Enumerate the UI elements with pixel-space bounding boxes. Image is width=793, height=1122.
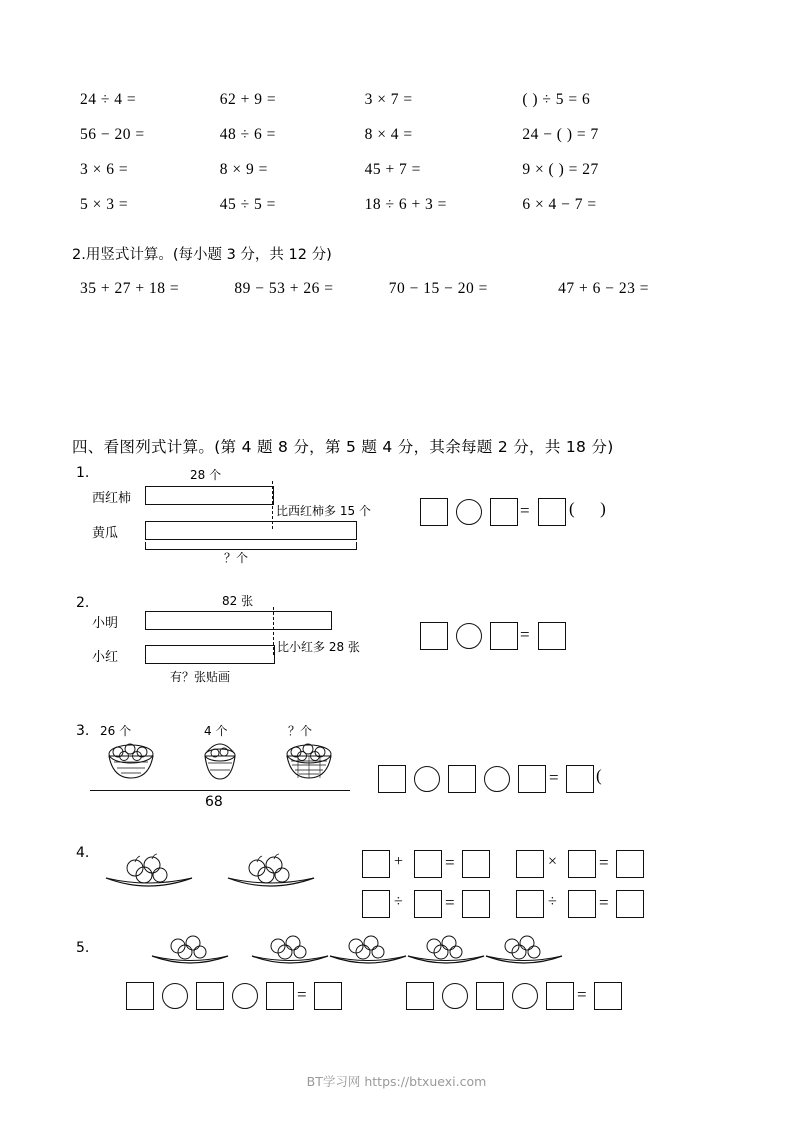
answer-box[interactable] [516, 890, 544, 918]
operator-circle[interactable] [442, 983, 468, 1009]
answer-box[interactable] [196, 982, 224, 1010]
answer-box[interactable] [448, 765, 476, 793]
answer-box[interactable] [566, 765, 594, 793]
fruit-plate-icon [148, 932, 236, 968]
operator-circle[interactable] [512, 983, 538, 1009]
q1-label-bottom: 黄瓜 [92, 526, 119, 541]
answer-box[interactable] [414, 890, 442, 918]
answer-box[interactable] [126, 982, 154, 1010]
section2-title: 2.用竖式计算。(每小题 3 分，共 12 分) [72, 247, 332, 263]
answer-box[interactable] [362, 890, 390, 918]
q3-basket2-label: 4 个 [204, 724, 228, 738]
q2-divider [273, 607, 274, 655]
calc-cell: 3 × 6 = [80, 160, 129, 178]
q3-basket3-label: ？个 [288, 724, 313, 738]
operator-circle[interactable] [162, 983, 188, 1009]
q3-basket1-label: 26 个 [100, 724, 132, 738]
calc-cell: 8 × 4 = [364, 125, 413, 143]
q1-brace [145, 542, 357, 550]
q1-number: 1. [76, 465, 90, 481]
calc-cell: 6 × 4 − 7 = [522, 195, 597, 213]
q2-compare-label: 比小红多 28 张 [277, 640, 360, 654]
q1-question-label: ？个 [224, 551, 249, 565]
fruit-plate-icon [404, 932, 492, 968]
table-row [72, 152, 722, 187]
q1-count-top: 28 个 [190, 468, 222, 482]
q2-count-top: 82 张 [222, 594, 254, 608]
equals-sign: = [549, 768, 559, 787]
fruit-plate-icon [248, 932, 336, 968]
answer-box[interactable] [420, 622, 448, 650]
q1-bar-bottom [145, 521, 357, 540]
answer-box[interactable] [568, 890, 596, 918]
arithmetic-grid [72, 82, 722, 222]
calc-cell: 9 × ( ) = 27 [522, 160, 599, 178]
calc-cell: 24 ÷ 4 = [80, 90, 137, 108]
basket-icon [278, 740, 340, 782]
answer-box[interactable] [406, 982, 434, 1010]
q2-label-top: 小明 [92, 616, 119, 631]
fruit-plate-icon [326, 932, 414, 968]
vertical-problem: 89 − 53 + 26 = [234, 280, 334, 297]
operator-circle[interactable] [232, 983, 258, 1009]
q1-bar-top [145, 486, 274, 505]
answer-box[interactable] [490, 498, 518, 526]
operator-circle[interactable] [414, 766, 440, 792]
q1-label-top: 西红柿 [92, 491, 132, 506]
answer-box[interactable] [476, 982, 504, 1010]
answer-box[interactable] [266, 982, 294, 1010]
vertical-problem: 47 + 6 − 23 = [558, 280, 649, 297]
plus-sign: + [394, 853, 404, 870]
answer-box[interactable] [462, 890, 490, 918]
answer-box[interactable] [538, 498, 566, 526]
divide-sign: ÷ [548, 893, 557, 910]
calc-cell: 3 × 7 = [364, 90, 413, 108]
equals-sign: = [599, 893, 609, 912]
calc-cell: 45 + 7 = [364, 160, 421, 178]
operator-circle[interactable] [456, 623, 482, 649]
equals-sign: = [599, 853, 609, 872]
calc-cell: 56 − 20 = [80, 125, 145, 143]
q3-total-label: 68 [205, 794, 223, 810]
equals-sign: = [445, 853, 455, 872]
q4-number: 4. [76, 845, 90, 861]
answer-box[interactable] [568, 850, 596, 878]
answer-box[interactable] [518, 765, 546, 793]
unit-parenthesis: ( ) [569, 499, 606, 518]
footer-watermark: BT学习网 https://btxuexi.com [306, 1074, 487, 1089]
answer-box[interactable] [378, 765, 406, 793]
answer-box[interactable] [314, 982, 342, 1010]
fruit-plate-icon [100, 850, 200, 892]
answer-box[interactable] [594, 982, 622, 1010]
times-sign: × [548, 853, 558, 870]
calc-cell: 48 ÷ 6 = [219, 125, 276, 143]
vertical-problem: 70 − 15 − 20 = [388, 280, 488, 297]
q2-bar-top [145, 611, 332, 630]
calc-cell: 24 − ( ) = 7 [522, 125, 599, 143]
answer-box[interactable] [516, 850, 544, 878]
answer-box[interactable] [362, 850, 390, 878]
answer-box[interactable] [546, 982, 574, 1010]
calc-cell: 45 ÷ 5 = [219, 195, 276, 213]
q1-compare-label: 比西红柿多 15 个 [276, 504, 371, 518]
equals-sign: = [577, 985, 587, 1004]
q1-divider [272, 481, 273, 529]
calc-cell: 8 × 9 = [219, 160, 268, 178]
q5-number: 5. [76, 940, 90, 956]
answer-box[interactable] [616, 890, 644, 918]
divide-sign: ÷ [394, 893, 403, 910]
answer-box[interactable] [420, 498, 448, 526]
section2-problems [80, 280, 708, 298]
answer-box[interactable] [462, 850, 490, 878]
q3-number: 3. [76, 723, 90, 739]
table-row [72, 82, 722, 117]
answer-box[interactable] [538, 622, 566, 650]
equals-sign: = [520, 625, 530, 644]
table-row [72, 117, 722, 152]
basket-icon [196, 733, 244, 783]
answer-box[interactable] [490, 622, 518, 650]
vertical-problem: 35 + 27 + 18 = [80, 280, 180, 297]
answer-box[interactable] [414, 850, 442, 878]
table-row [72, 187, 722, 222]
q2-label-bottom: 小红 [92, 650, 119, 665]
basket-icon [100, 740, 162, 782]
unit-parenthesis: ( [596, 766, 602, 785]
equals-sign: = [297, 985, 307, 1004]
calc-cell: 62 + 9 = [219, 90, 277, 108]
q2-question-label: 有？张贴画 [170, 670, 231, 684]
equals-sign: = [445, 893, 455, 912]
section4-title: 四、看图列式计算。(第 4 题 8 分，第 5 题 4 分，其余每题 2 分，共 18 分) [72, 438, 614, 456]
q2-number: 2. [76, 595, 90, 611]
operator-circle[interactable] [484, 766, 510, 792]
q3-baseline [90, 790, 350, 791]
calc-cell: 18 ÷ 6 + 3 = [364, 195, 447, 213]
calc-cell: ( ) ÷ 5 = 6 [522, 90, 591, 108]
fruit-plate-icon [482, 932, 570, 968]
q2-bar-bottom [145, 645, 275, 664]
fruit-plate-icon [222, 850, 322, 892]
operator-circle[interactable] [456, 499, 482, 525]
equals-sign: = [520, 501, 530, 520]
answer-box[interactable] [616, 850, 644, 878]
calc-cell: 5 × 3 = [80, 195, 129, 213]
